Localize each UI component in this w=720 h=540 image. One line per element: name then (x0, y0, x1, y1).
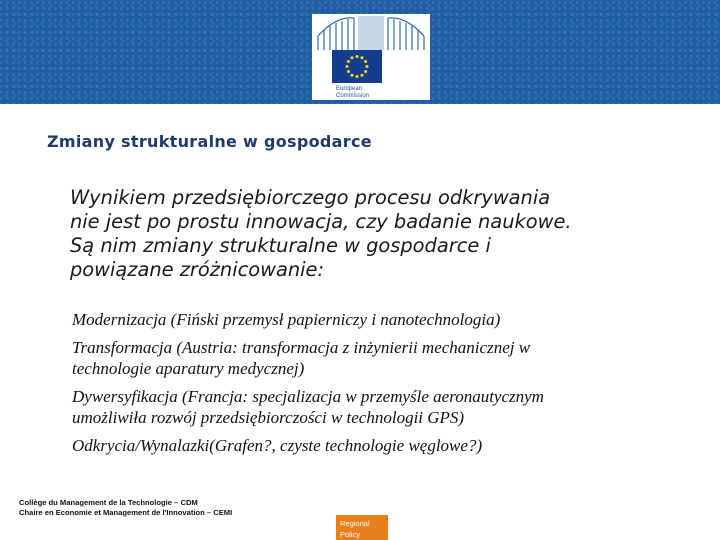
list-item-line: umożliwiła rozwój przedsiębiorczości w technologii GPS) (72, 408, 465, 427)
footer-line: Collège du Management de la Technologie – CDM (19, 498, 198, 507)
list-item-line: Dywersyfikacja (Francja: specjalizacja w przemyśle aeronautycznym (72, 386, 544, 406)
logo-text-line: European (336, 86, 363, 92)
badge-line: Regional (340, 519, 370, 528)
berlaymont-building-icon (312, 14, 430, 54)
header-banner (0, 0, 720, 104)
logo-text (336, 86, 369, 100)
badge-line: Policy (340, 530, 361, 539)
intro-line: Wynikiem przedsiębiorczego procesu odkrywania (70, 186, 551, 209)
list-item-line: Transformacja (Austria: transformacja z inżynierii mechanicznej w (72, 337, 531, 357)
intro-line: nie jest po prostu innowacja, czy badanie naukowe. (70, 210, 572, 233)
list-item-line: technologie aparatury medycznej) (72, 359, 305, 378)
intro-line: powiązane zróżnicowanie: (70, 258, 325, 281)
european-commission-logo (312, 14, 430, 100)
intro-line: Są nim zmiany strukturalne w gospodarce i (70, 234, 491, 257)
regional-policy-badge (336, 515, 388, 540)
examples-list (72, 309, 712, 456)
list-item (72, 337, 712, 380)
list-item (72, 386, 712, 429)
list-item (72, 309, 712, 331)
logo-text-line: Commission (336, 93, 370, 99)
list-item (72, 435, 712, 457)
list-item-line: Odkrycia/Wynalazki(Grafen?, czyste technologie węglowe?) (72, 435, 483, 455)
slide-title: Zmiany strukturalne w gospodarce (47, 132, 372, 151)
footer-affiliation (19, 498, 232, 518)
intro-paragraph (70, 186, 710, 282)
footer-line: Chaire en Economie et Management de l'Innovation – CEMI (19, 508, 233, 517)
eu-flag-icon (332, 50, 382, 83)
list-item-line: Modernizacja (Fiński przemysł papierniczy i nanotechnologia) (72, 310, 501, 329)
